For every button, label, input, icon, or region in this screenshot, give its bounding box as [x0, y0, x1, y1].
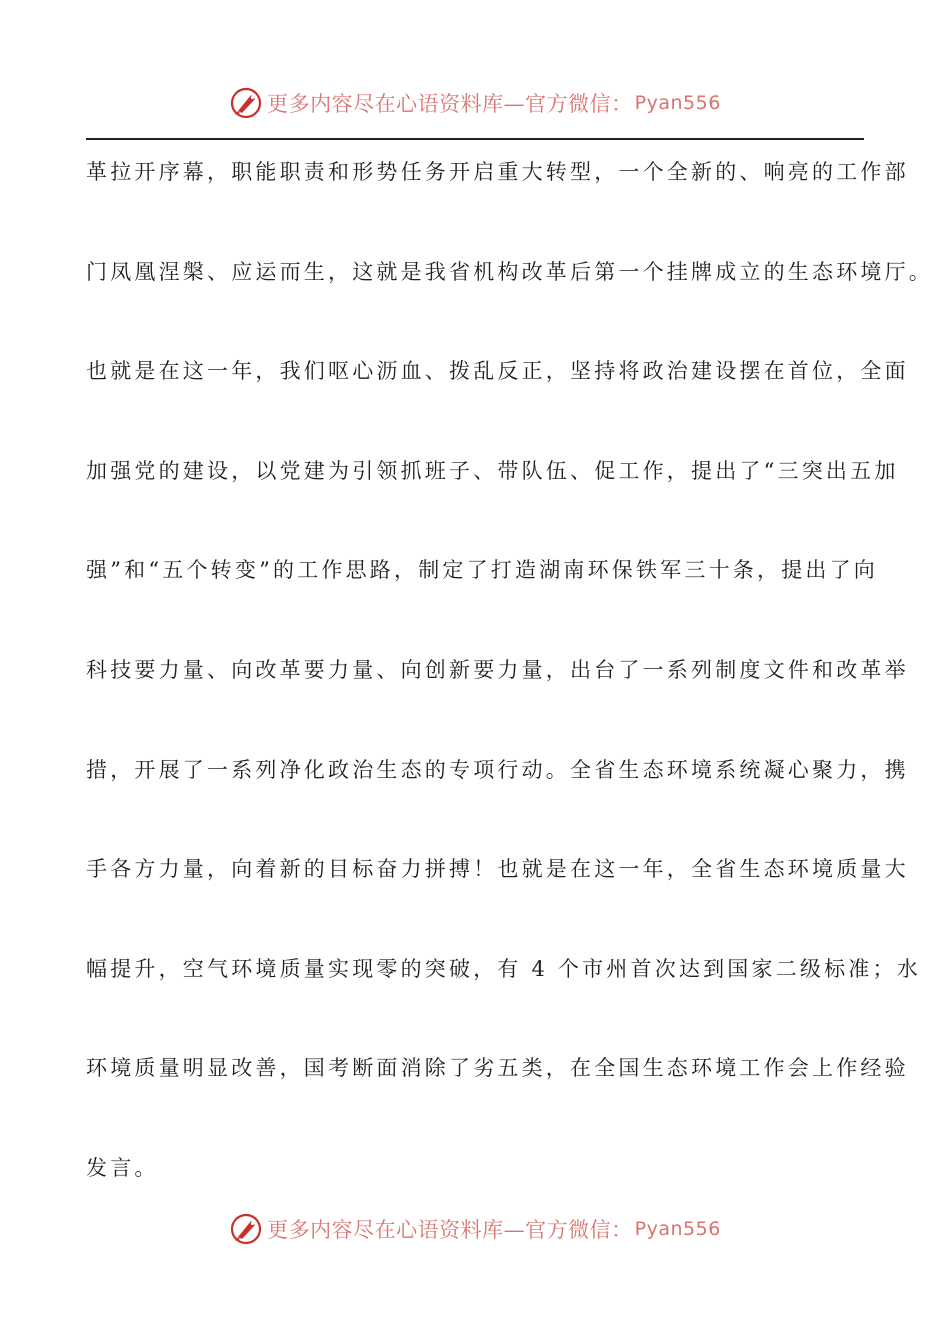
watermark-handle: Pyan556 [634, 1218, 721, 1240]
watermark-handle: Pyan556 [634, 92, 721, 114]
paragraph-line: 措，开展了一系列净化政治生态的专项行动。全省生态环境系统凝心聚力，携 [86, 757, 909, 782]
footer-watermark [0, 1209, 950, 1249]
paragraph-line: 革拉开序幕，职能职责和形势任务开启重大转型，一个全新的、响亮的工作部 [86, 160, 909, 184]
pen-nib-logo-icon [229, 1212, 263, 1246]
paragraph-line: 加强党的建设，以党建为引领抓班子、带队伍、促工作，提出了“三突出五加 [86, 458, 899, 483]
watermark-text: 更多内容尽在心语资料库—官方微信： [267, 92, 633, 116]
paragraph-line: 幅提升，空气环境质量实现零的突破，有 4 个市州首次达到国家二级标准；水 [86, 956, 921, 981]
paragraph-line: 环境质量明显改善，国考断面消除了劣五类，在全国生态环境工作会上作经验 [86, 1056, 909, 1081]
document-body [86, 152, 933, 1248]
header-watermark [0, 83, 950, 123]
paragraph-line: 门凤凰涅槃、应运而生，这就是我省机构改革后第一个挂牌成立的生态环境厅。 [86, 259, 933, 284]
paragraph-line: 发言。 [86, 1155, 159, 1180]
paragraph-line: 科技要力量、向改革要力量、向创新要力量，出台了一系列制度文件和改革举 [86, 657, 909, 682]
header-divider [86, 138, 864, 140]
paragraph-line: 手各方力量，向着新的目标奋力拼搏！也就是在这一年，全省生态环境质量大 [86, 857, 909, 882]
watermark-text: 更多内容尽在心语资料库—官方微信： [267, 1218, 633, 1242]
pen-nib-logo-icon [229, 86, 263, 120]
paragraph-line: 也就是在这一年，我们呕心沥血、拨乱反正，坚持将政治建设摆在首位，全面 [86, 359, 909, 384]
paragraph-line: 强”和“五个转变”的工作思路，制定了打造湖南环保铁军三十条，提出了向 [86, 558, 879, 583]
